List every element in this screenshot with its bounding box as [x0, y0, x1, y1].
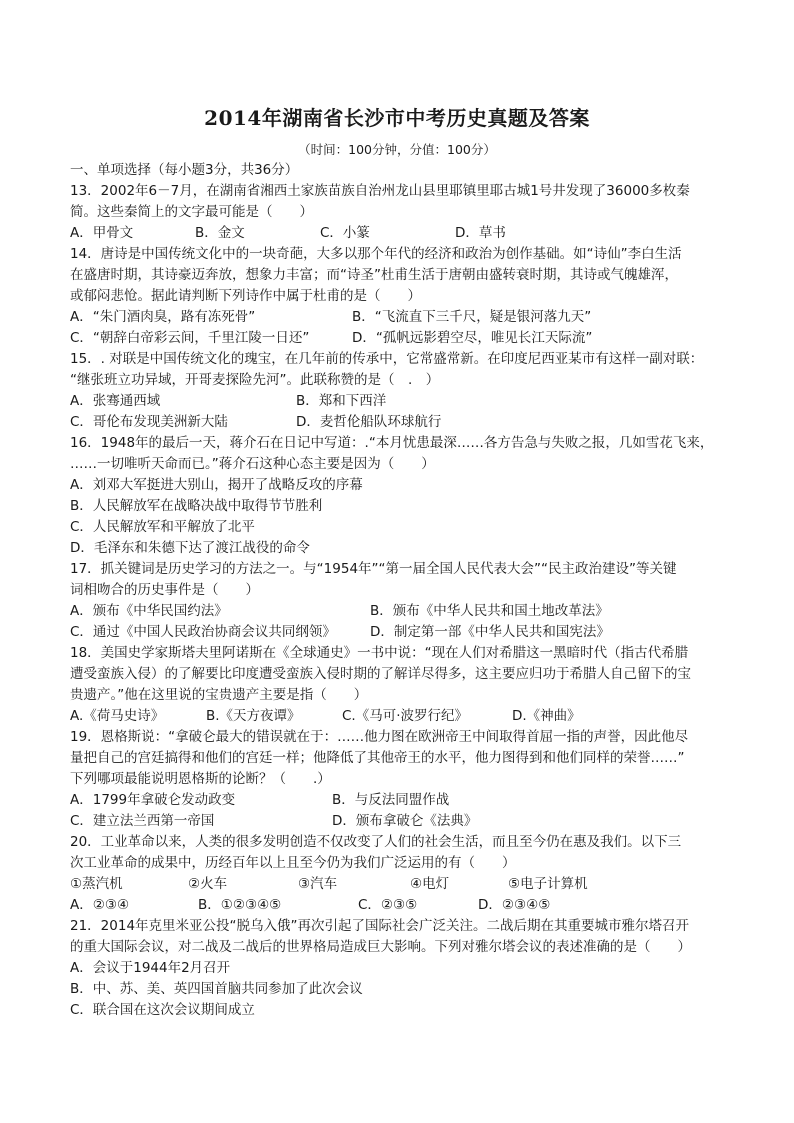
- item-3: ③汽车: [298, 876, 338, 892]
- item-1: ①蒸汽机: [70, 876, 123, 892]
- option-row: [70, 790, 724, 811]
- option-row: [70, 328, 724, 349]
- option-row: [70, 622, 724, 643]
- option-a: A．甲骨文: [70, 225, 134, 241]
- option-b: B．与反法同盟作战: [332, 792, 450, 808]
- option-c: C．“朝辞白帝彩云间，千里江陵一日还”: [70, 330, 310, 346]
- question-line: 20．工业革命以来，人类的很多发明创造不仅改变了人们的社会生活，而且至今仍在惠及我们。以下三: [70, 834, 682, 850]
- question-line: 的重大国际会议，对二战及二战后的世界格局造成巨大影响。下列对雅尔塔会议的表述准确的是（ ）: [70, 939, 691, 955]
- option-a: A．颁布《中华民国约法》: [70, 603, 228, 619]
- option-row: [70, 895, 724, 916]
- option-b: B．人民解放军在战略决战中取得节节胜利: [70, 498, 323, 514]
- option-a: A．张骞通西域: [70, 393, 161, 409]
- section-heading: 一、单项选择（每小题3分，共36分）: [70, 162, 299, 178]
- question-line: 21．2014年克里米亚公投“脱乌入俄”再次引起了国际社会广泛关注。二战后期在其重要城市雅尔塔召开: [70, 918, 690, 934]
- question-line: 在盛唐时期，其诗豪迈奔放，想象力丰富；而“诗圣”杜甫生活于唐朝由盛转衰时期，其诗或气魄雄浑，: [70, 267, 678, 283]
- option-c: C．通过《中国人民政治协商会议共同纲领》: [70, 624, 336, 640]
- option-b: B．“飞流直下三千尺，疑是银河落九天”: [352, 309, 592, 325]
- option-d: D．麦哲伦船队环球航行: [296, 414, 442, 430]
- question-line: 量把自己的宫廷搞得和他们的宫廷一样；他降低了其他帝王的水平，他力图得到和他们同样的荣誉……”: [70, 750, 685, 766]
- item-2: ②火车: [188, 876, 228, 892]
- question-line: 简。这些秦简上的文字最可能是（ ）: [70, 204, 313, 220]
- option-d: D．颁布拿破仑《法典》: [332, 813, 478, 829]
- option-a: A．会议于1944年2月召开: [70, 960, 231, 976]
- exam-info: （时间：100分钟，分值：100分）: [298, 142, 496, 157]
- item-4: ④电灯: [410, 876, 450, 892]
- question-line: 17．抓关键词是历史学习的方法之一。与“1954年”“第一届全国人民代表大会”“民主政治建设”等关键: [70, 561, 677, 577]
- option-row: [70, 706, 724, 727]
- question-line: 14．唐诗是中国传统文化中的一块奇葩，大多以那个年代的经济和政治为创作基础。如“诗仙”李白生活: [70, 246, 682, 262]
- question-19: [70, 727, 724, 832]
- question-20: [70, 832, 724, 916]
- question-line: 15．. 对联是中国传统文化的瑰宝，在几年前的传承中，它常盛常新。在印度尼西亚某市有这样一副对联：: [70, 351, 704, 367]
- option-d: D．毛泽东和朱德下达了渡江战役的命令: [70, 540, 310, 556]
- question-line: ……一切唯听天命而已。”蒋介石这种心态主要是因为（ ）: [70, 456, 435, 472]
- option-a: A．②③④: [70, 897, 130, 913]
- option-d: D．②③④⑤: [478, 897, 551, 913]
- option-c: C．哥伦布发现美洲新大陆: [70, 414, 228, 430]
- question-line: 下列哪项最能说明恩格斯的论断？（ .）: [70, 771, 331, 787]
- question-14: [70, 244, 724, 349]
- option-d: D．“孤帆远影碧空尽，唯见长江天际流”: [352, 330, 593, 346]
- question-line: 次工业革命的成果中，历经百年以上且至今仍为我们广泛运用的有（ ）: [70, 855, 516, 871]
- question-line: 或郁闷悲怆。据此请判断下列诗作中属于杜甫的是（ ）: [70, 288, 421, 304]
- item-5: ⑤电子计算机: [508, 876, 588, 892]
- option-d: D．制定第一部《中华人民共和国宪法》: [370, 624, 610, 640]
- option-c: C．人民解放军和平解放了北平: [70, 519, 255, 535]
- option-c: C.《马可·波罗行纪》: [342, 708, 469, 724]
- question-line: 19．恩格斯说：“拿破仑最大的错误就在于：……他力图在欧洲帝王中间取得首屈一指的声誉，因此他尽: [70, 729, 689, 745]
- option-a: A．“朱门酒肉臭，路有冻死骨”: [70, 309, 256, 325]
- question-line: 13．2002年6－7月，在湖南省湘西土家族苗族自治州龙山县里耶镇里耶古城1号井发现了36000多枚秦: [70, 183, 690, 199]
- option-row: [70, 223, 724, 244]
- question-13: [70, 181, 724, 244]
- question-18: [70, 643, 724, 727]
- question-line: 贵遗产。”他在这里说的宝贵遗产主要是指（ ）: [70, 687, 368, 703]
- option-c: C．小篆: [320, 225, 370, 241]
- question-line: 18．美国史学家斯塔夫里阿诺斯在《全球通史》一书中说：“现在人们对希腊这一黑暗时代（指古代希腊: [70, 645, 689, 661]
- question-line: 词相吻合的历史事件是（ ）: [70, 582, 259, 598]
- option-b: B．中、苏、美、英四国首脑共同参加了此次会议: [70, 981, 363, 997]
- question-15: [70, 349, 724, 433]
- option-row: [70, 811, 724, 832]
- question-line: 遭受蛮族入侵）的了解要比印度遭受蛮族入侵时期的了解详尽得多，这主要应归功于希腊人自己留下的宝: [70, 666, 691, 682]
- option-b: B．郑和下西洋: [296, 393, 387, 409]
- option-a: A.《荷马史诗》: [70, 708, 165, 724]
- option-row: [70, 601, 724, 622]
- question-16: [70, 433, 724, 559]
- question-21: [70, 916, 724, 1021]
- question-line: 16．1948年的最后一天，蒋介石在日记中写道：.“本月忧患最深……各方告急与失败之报，几如雪花飞来，: [70, 435, 714, 451]
- question-line: “继张班立功异域，开哥麦探险先河”。此联称赞的是（ . ）: [70, 372, 440, 388]
- option-c: C．②③⑤: [358, 897, 418, 913]
- option-a: A．刘邓大军挺进大别山，揭开了战略反攻的序幕: [70, 477, 363, 493]
- option-row: [70, 412, 724, 433]
- option-b: B．金文: [195, 225, 245, 241]
- option-d: D.《神曲》: [512, 708, 581, 724]
- option-c: C．建立法兰西第一帝国: [70, 813, 215, 829]
- option-b: B．①②③④⑤: [198, 897, 282, 913]
- option-b: B.《天方夜谭》: [206, 708, 301, 724]
- option-d: D．草书: [455, 225, 506, 241]
- page-title: 2014年湖南省长沙市中考历史真题及答案: [204, 106, 590, 130]
- option-row: [70, 391, 724, 412]
- option-a: A．1799年拿破仑发动政变: [70, 792, 236, 808]
- option-row: [70, 307, 724, 328]
- option-c: C．联合国在这次会议期间成立: [70, 1002, 255, 1018]
- question-17: [70, 559, 724, 643]
- item-row: [70, 874, 724, 895]
- option-b: B．颁布《中华人民共和国土地改革法》: [370, 603, 609, 619]
